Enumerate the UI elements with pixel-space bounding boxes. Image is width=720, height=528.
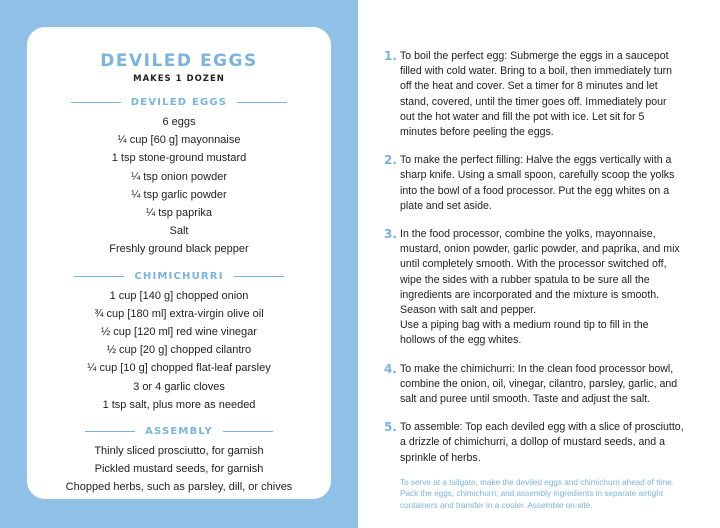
step-5: [384, 420, 684, 466]
step-paragraph: In the food processor, combine the yolks, mayonnaise, mustard, onion powder, garlic powder, and paprika, and mix until completely smooth. With the processor switched off, wipe the sides with a rubber spatula to be sure all the ingredients are incorporated and the mixture is smooth. Season with salt and pepper.: [400, 228, 680, 317]
ingredient-item: Chopped herbs, such as parsley, dill, or chives: [65, 481, 293, 494]
divider-line: [223, 431, 273, 432]
step-number: 3.: [384, 227, 397, 242]
ingredient-item: ¼ tsp paprika: [145, 207, 213, 220]
section-heading: [27, 426, 331, 437]
ingredient-item: 1 tsp stone-ground mustard: [111, 152, 247, 165]
step-number: 5.: [384, 420, 397, 435]
divider-line: [85, 431, 135, 432]
step-paragraph: To make the chimichurri: In the clean food processor bowl, combine the onion, oil, vinegar, cilantro, parsley, garlic, and salt and puree until smooth. Taste and adjust the salt.: [400, 362, 678, 406]
section-heading: [27, 97, 331, 108]
ingredient-item: ¼ tsp garlic powder: [131, 188, 227, 201]
left-panel: [0, 0, 358, 528]
serving-tip: To serve at a tailgate, make the deviled eggs and chimichurri ahead of time. Pack the eggs, chimichurri, and assembly ingredients in separate airtight containers and transfer in a cooler. Assemble on-site.: [400, 477, 674, 510]
step-1: [384, 49, 684, 140]
section-heading-label: CHIMICHURRI: [134, 270, 224, 282]
ingredient-item: Thinly sliced prosciutto, for garnish: [94, 445, 264, 458]
ingredient-item: ¼ cup [60 g] mayonnaise: [117, 134, 241, 147]
section-heading-label: DEVILED EGGS: [130, 97, 228, 108]
step-text: [400, 420, 684, 466]
divider-line: [234, 276, 284, 277]
ingredient-item: 6 eggs: [162, 116, 196, 128]
ingredient-item: 1 cup [140 g] chopped onion: [109, 289, 249, 302]
ingredient-item: 1 tsp salt, plus more as needed: [102, 398, 256, 411]
method-column: [384, 49, 684, 511]
section-heading: [27, 271, 331, 282]
steps-list: [384, 49, 684, 466]
divider-line: [237, 102, 287, 103]
ingredient-sections: [27, 97, 331, 497]
step-number: 1.: [384, 49, 397, 63]
recipe-yield: MAKES 1 DOZEN: [133, 74, 225, 84]
step-paragraph: Use a piping bag with a medium round tip to fill in the hollows of the egg whites.: [400, 319, 649, 347]
ingredient-item: 3 or 4 garlic cloves: [133, 380, 225, 393]
recipe-title: DEVILED EGGS: [100, 51, 258, 71]
step-paragraph: To make the perfect filling: Halve the eggs vertically with a sharp knife. Using a small spoon, carefully scoop the yolks into the bowl of a food processor. Put the egg whites on a plate and set aside.: [400, 154, 675, 212]
step-number: 4.: [384, 361, 397, 376]
ingredients-card: [27, 27, 331, 499]
step-text: [400, 362, 684, 408]
step-2: [384, 153, 684, 214]
ingredient-item: Pickled mustard seeds, for garnish: [94, 463, 264, 476]
step-3: [384, 227, 684, 349]
divider-line: [71, 102, 121, 103]
step-paragraph: To boil the perfect egg: Submerge the eggs in a saucepot filled with cold water. Bring to a boil, then immediately turn off the heat and cover. Set a timer for 8 minutes and let stand, covered, until the timer goes off. Immediately pour out the hot water and fill the pot with ice. Let sit for 5 minutes before peeling the eggs.: [400, 50, 673, 139]
section-heading-label: ASSEMBLY: [145, 426, 213, 438]
step-text: [400, 227, 684, 349]
step-text: [400, 153, 684, 214]
divider-line: [74, 276, 124, 277]
ingredient-item: ¾ cup [180 ml] extra-virgin olive oil: [94, 307, 264, 320]
ingredient-item: Salt: [169, 225, 189, 238]
step-text: [400, 49, 684, 140]
step-paragraph: To assemble: Top each deviled egg with a slice of prosciutto, a drizzle of chimichurri, a dollop of mustard seeds, and a sprinkle of herbs.: [400, 421, 684, 464]
ingredient-item: ½ cup [120 ml] red wine vinegar: [101, 326, 257, 339]
ingredient-item: Freshly ground black pepper: [109, 243, 249, 256]
step-number: 2.: [384, 153, 397, 168]
step-4: [384, 362, 684, 408]
ingredient-item: ½ cup [20 g] chopped cilantro: [106, 344, 252, 357]
ingredient-item: ¼ tsp onion powder: [130, 170, 227, 183]
ingredient-item: ¼ cup [10 g] chopped flat-leaf parsley: [87, 362, 271, 375]
